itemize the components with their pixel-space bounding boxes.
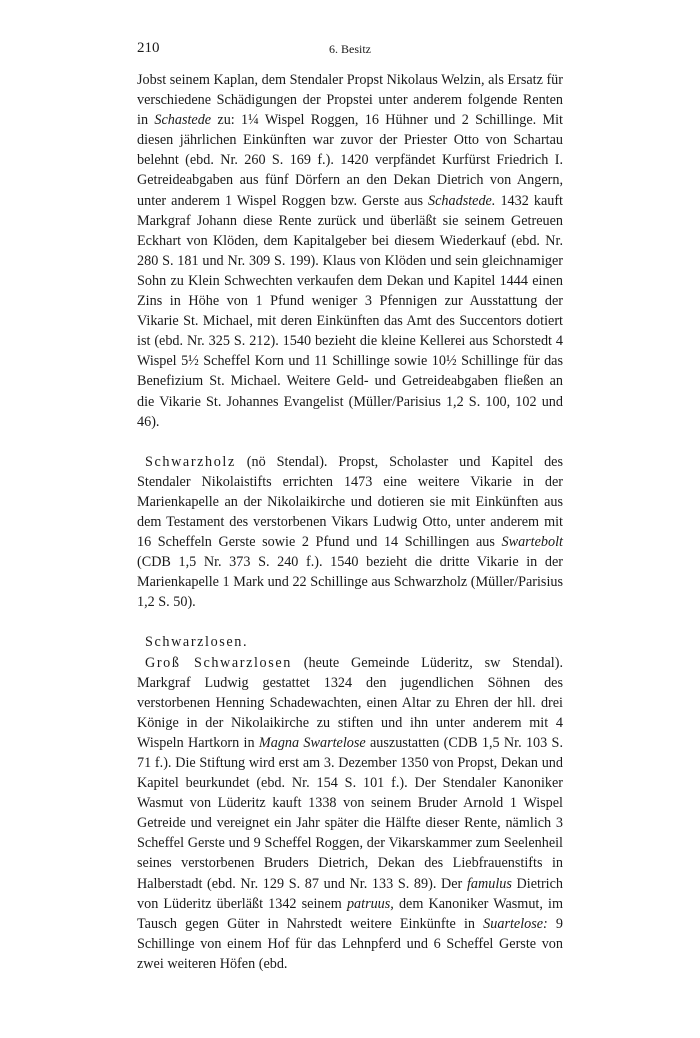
text-segment: (heute Gemeinde Lüderitz, sw Stendal). Markgraf Ludwig gestattet 1324 den jugendlichen Söhnen des verstorbenen Henning Schadewachten, einen Altar zu Ehren der hll. drei Könige in der Nikolaikirche zu stiften und ihn unter anderem mit 4 Wispeln Hartkorn in xyxy=(137,654,563,751)
place-name-historic: Suartelose: xyxy=(483,915,548,932)
paragraph-schwarzholz xyxy=(137,452,563,613)
text-segment: 9 Schillinge von einem Hof für das Lehnpferd und 6 Scheffel Gerste von zwei weiteren Höfen (ebd. xyxy=(137,915,564,972)
place-name-historic: Schadstede. xyxy=(428,192,496,209)
place-heading: Groß Schwarzlosen xyxy=(145,654,292,671)
place-name-historic: Magna Swartelose xyxy=(258,734,366,751)
text-segment: 1432 kauft Markgraf Johann diese Rente zurück und überläßt sie seinem Getreuen Eckhart von Klöden, dem Kapitalgeber bei diesem Wiederkauf (ebd. Nr. 280 S. 181 und Nr. 309 S. 199). Klaus von Klöden und sein gleichnamiger Sohn zu Klein Schwechten verkaufen dem Dekan und Kapitel 1444 einen Zins in Höhe von 1 Pfund weniger 3 Pfennigen zur Ausstattung der Vikarie St. Michael, mit deren Einkünften das Amt des Succentors dotiert ist (ebd. Nr. 325 S. 212). 1540 bezieht die kleine Kellerei aus Schorstedt 4 Wispel 5½ Scheffel Korn und 11 Schillinge sowie 10½ Schillinge für das Benefizium St. Michael. Weitere Geld- und Getreideabgaben fließen an die Vikarie St. Johannes Evangelist (Müller/Parisius 1,2 S. 100, 102 und 46). xyxy=(137,192,563,430)
paragraph-schwarzlosen-heading xyxy=(137,632,563,652)
text-segment: (CDB 1,5 Nr. 373 S. 240 f.). 1540 bezieht die dritte Vikarie in der Marienkapelle 1 Mark und 22 Schillinge aus Schwarzholz (Müller/Parisius 1,2 S. 50). xyxy=(137,554,563,611)
page xyxy=(137,40,563,974)
text-segment: Dietrich von Lüderitz überläßt 1342 seinem xyxy=(137,875,563,912)
paragraph-gross-schwarzlosen xyxy=(137,653,563,975)
text-segment: auszustatten (CDB 1,5 Nr. 103 S. 71 f.). Die Stiftung wird erst am 3. Dezember 1350 von Propst, Dekan und Kapitel beurkundet (ebd. Nr. 154 S. 101 f.). Der Stendaler Kanoniker Wasmut von Lüderitz kauft 1338 von seinem Bruder Arnold 1 Wispel Getreide und vereignet ein Jahr später die Hälfte dieser Rente, nämlich 3 Scheffel Gerste und 9 Scheffel Roggen, der Vikarskammer zum Seelenheil seines verstorbenen Bruders Dietrich, Dekan des Liebfrauenstifts in Halberstadt (ebd. Nr. 129 S. 87 und Nr. 133 S. 89). Der xyxy=(137,734,563,892)
text-segment: dem Kanoniker Wasmut, im Tausch gegen Güter in Nahrstedt weitere Einkünfte in xyxy=(137,895,563,932)
page-number: 210 xyxy=(137,40,160,56)
text-segment: (nö Stendal). Propst, Scholaster und Kapitel des Stendaler Nikolaistifts errichten 1473 eine weitere Vikarie in der Marienkapelle an der Nikolaikirche und dotieren sie mit Einkünften aus dem Testament des verstorbenen Vikars Ludwig Otto, unter anderem mit 16 Scheffeln Gerste sowie 2 Pfund und 14 Schillingen aus xyxy=(137,453,563,551)
place-name-historic: Schastede xyxy=(154,112,212,129)
body-text xyxy=(137,70,563,974)
text-segment: Jobst seinem Kaplan, dem Stendaler Propst Nikolaus Welzin, als Ersatz für verschiedene Schädigungen der Propstei unter anderem folgende Renten in xyxy=(137,72,563,129)
latin-term: patruus, xyxy=(346,895,394,912)
text-segment: zu: 1¼ Wispel Roggen, 16 Hühner und 2 Schillinge. Mit diesen jährlichen Einkünften war zuvor der Priester Otto von Schartau belehnt (ebd. Nr. 260 S. 169 f.). 1420 verpfändet Kurfürst Friedrich I. Getreideabgaben aus fünf Dörfern an den Dekan Dietrich von Angern, unter anderem 1 Wispel Roggen bzw. Gerste aus xyxy=(137,112,563,209)
running-head xyxy=(137,40,563,62)
place-heading: Schwarzholz xyxy=(145,453,236,470)
chapter-title: 6. Besitz xyxy=(329,42,371,56)
place-heading: Schwarzlosen. xyxy=(145,634,249,651)
paragraph-schorstedt xyxy=(137,70,563,432)
place-name-historic: Swartebolt xyxy=(501,534,563,551)
latin-term: famulus xyxy=(466,875,512,892)
